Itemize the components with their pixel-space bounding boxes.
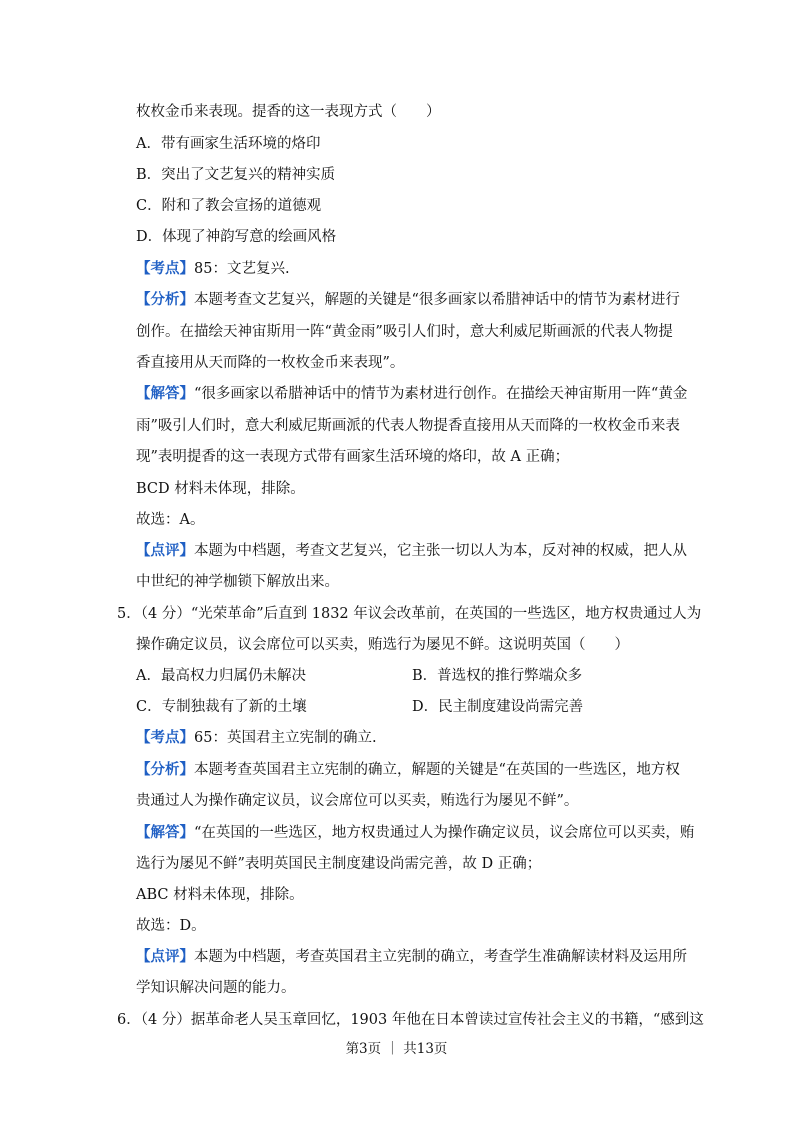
option-b: B．普选权的推行弊端众多 — [412, 668, 583, 684]
dianping-text: 本题为中档题，考查文艺复兴，它主张一切以人为本，反对神的权威，把人从 — [194, 543, 687, 559]
text-line: 雨”吸引人们时，意大利威尼斯画派的代表人物提香直接用从天而降的一枚枚金币来表 — [136, 418, 680, 434]
dianping-tag: 【点评】 — [136, 948, 194, 965]
option-c: C．附和了教会宣扬的道德观 — [136, 198, 322, 214]
question-text: （4 分）“光荣革命”后直到 1832 年议会改革前，在英国的一些选区，地方权贵通过人为 — [140, 606, 702, 622]
option-a: A．带有画家生活环境的烙印 — [136, 136, 321, 152]
option-a: A．最高权力归属仍未解决 — [136, 668, 306, 684]
kaodian-tag: 【考点】 — [136, 729, 194, 746]
kaodian-text: 85：文艺复兴. — [194, 261, 290, 277]
jieda-text: “很多画家以希腊神话中的情节为素材进行创作。在描绘天神宙斯用一阵“黄金 — [194, 386, 688, 402]
dianping-tag: 【点评】 — [136, 542, 194, 559]
question-number: 5． — [117, 606, 141, 622]
text-line: 贵通过人为操作确定议员，议会席位可以买卖，贿选行为屡见不鲜”。 — [136, 793, 579, 809]
fenxi-tag: 【分析】 — [136, 291, 194, 308]
question-number: 6． — [117, 1012, 141, 1028]
text-line: 学知识解决问题的能力。 — [136, 980, 296, 996]
jieda-line — [136, 824, 694, 842]
option-b: B．突出了文艺复兴的精神实质 — [136, 167, 336, 183]
fenxi-tag: 【分析】 — [136, 761, 194, 778]
page-footer: 第3页 ｜ 共13页 — [345, 1041, 448, 1057]
kaodian-line — [136, 260, 290, 278]
question-text: （4 分）据革命老人吴玉章回忆，1903 年他在日本曾读过宣传社会主义的书籍，“感到这 — [140, 1012, 704, 1028]
fenxi-line — [136, 291, 680, 309]
fenxi-text: 本题考查文艺复兴，解题的关键是“很多画家以希腊神话中的情节为素材进行 — [194, 292, 680, 308]
text-line: BCD 材料未体现，排除。 — [136, 481, 305, 497]
option-d: D．民主制度建设尚需完善 — [412, 699, 584, 715]
dianping-text: 本题为中档题，考查英国君主立宪制的确立，考查学生准确解读材料及运用所 — [194, 949, 687, 965]
fenxi-text: 本题考查英国君主立宪制的确立，解题的关键是“在英国的一些选区，地方权 — [194, 762, 680, 778]
answer-line: 故选：A。 — [136, 512, 205, 528]
text-line: ABC 材料未体现，排除。 — [136, 887, 304, 903]
text-line: 操作确定议员，议会席位可以买卖，贿选行为屡见不鲜。这说明英国（ ） — [136, 637, 629, 653]
jieda-tag: 【解答】 — [136, 385, 194, 402]
question-5 — [117, 605, 701, 623]
jieda-tag: 【解答】 — [136, 824, 194, 841]
text-line: 香直接用从天而降的一枚枚金币来表现”。 — [136, 355, 405, 371]
dianping-line — [136, 948, 687, 966]
text-line: 创作。在描绘天神宙斯用一阵“黄金雨”吸引人们时，意大利威尼斯画派的代表人物提 — [136, 324, 673, 340]
jieda-text: “在英国的一些选区，地方权贵通过人为操作确定议员，议会席位可以买卖，贿 — [194, 825, 695, 841]
kaodian-text: 65：英国君主立宪制的确立. — [194, 730, 377, 746]
question-6 — [117, 1011, 704, 1029]
text-line: 选行为屡见不鲜”表明英国民主制度建设尚需完善，故 D 正确； — [136, 856, 542, 872]
text-line: 现”表明提香的这一表现方式带有画家生活环境的烙印，故 A 正确； — [136, 449, 570, 465]
answer-line: 故选：D。 — [136, 918, 206, 934]
dianping-line — [136, 542, 687, 560]
option-c: C．专制独裁有了新的土壤 — [136, 699, 307, 715]
kaodian-line — [136, 729, 377, 747]
jieda-line — [136, 385, 687, 403]
option-d: D．体现了神韵写意的绘画风格 — [136, 229, 337, 245]
fenxi-line — [136, 761, 680, 779]
kaodian-tag: 【考点】 — [136, 260, 194, 277]
text-line: 枚枚金币来表现。提香的这一表现方式（ ） — [136, 104, 441, 120]
text-line: 中世纪的神学枷锁下解放出来。 — [136, 574, 339, 590]
